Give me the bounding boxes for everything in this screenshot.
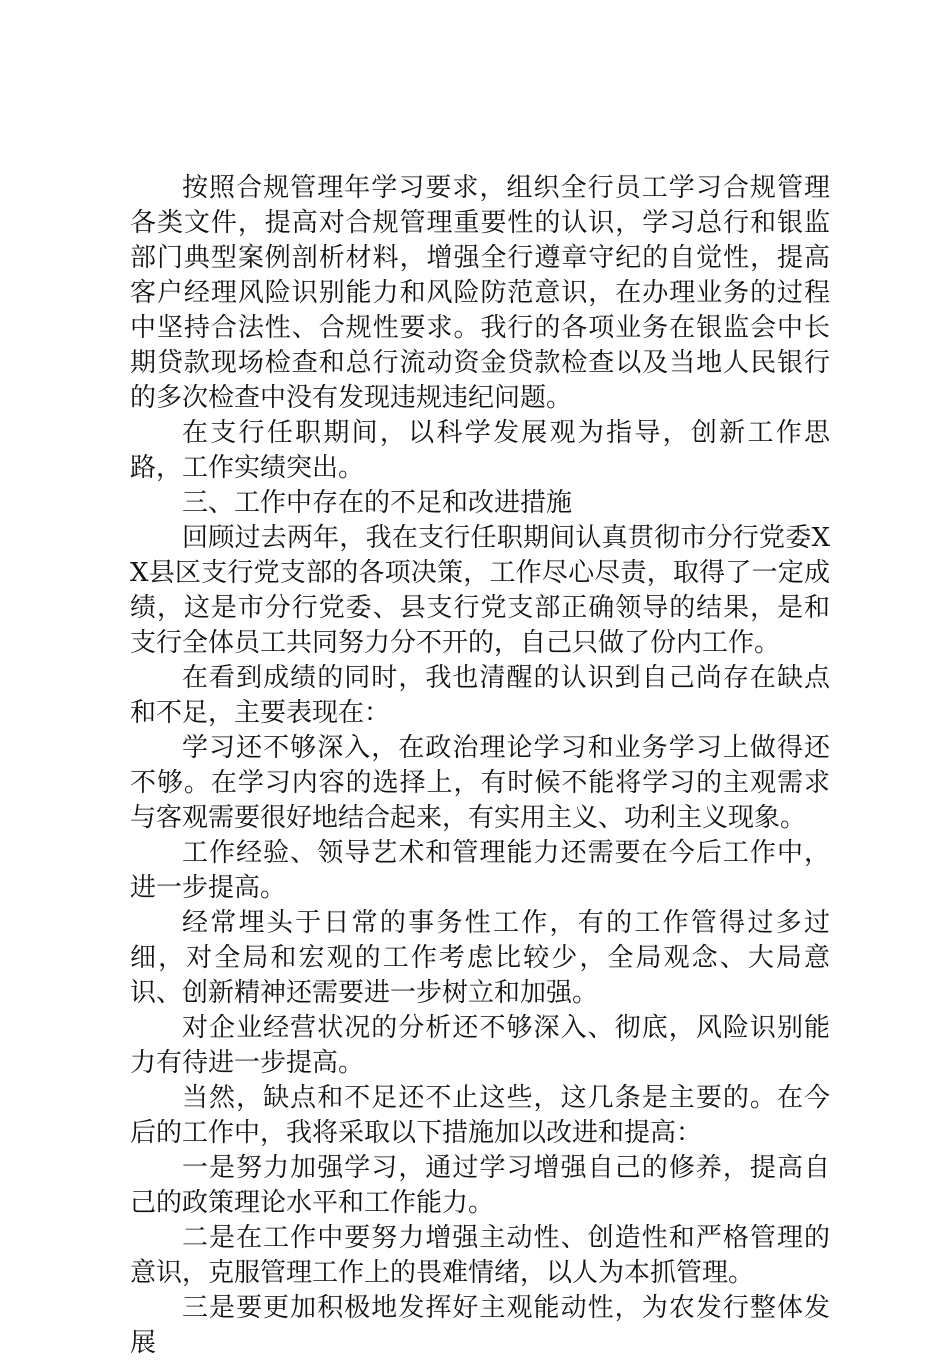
section-heading-shortcomings: 三、工作中存在的不足和改进措施 — [182, 488, 573, 518]
paragraph-routine-work: 经常埋头于日常的事务性工作，有的工作管得过多过细，对全局和宏观的工作考虑比较少，全局观念、大局意识、创新精神还需要进一步树立和加强。 — [130, 908, 830, 1008]
paragraph-measure-two: 二是在工作中要努力增强主动性、创造性和严格管理的意识，克服管理工作上的畏难情绪，以人为本抓管理。 — [130, 1223, 830, 1288]
paragraph-shortcomings-intro: 在看到成绩的同时，我也清醒的认识到自己尚存在缺点和不足，主要表现在： — [130, 663, 830, 728]
paragraph-measure-one: 一是努力加强学习，通过学习增强自己的修养，提高自己的政策理论水平和工作能力。 — [130, 1153, 830, 1218]
paragraph-review: 回顾过去两年，我在支行任职期间认真贯彻市分行党委XX县区支行党支部的各项决策，工作尽心尽责，取得了一定成绩，这是市分行党委、县支行党支部正确领导的结果，是和支行全体员工共同努力分不开的，自己只做了份内工作。 — [130, 523, 830, 658]
paragraph-tenure-summary: 在支行任职期间，以科学发展观为指导，创新工作思路，工作实绩突出。 — [130, 418, 830, 483]
paragraph-risk-analysis: 对企业经营状况的分析还不够深入、彻底，风险识别能力有待进一步提高。 — [130, 1013, 830, 1078]
paragraph-compliance-study: 按照合规管理年学习要求，组织全行员工学习合规管理各类文件，提高对合规管理重要性的认识，学习总行和银监部门典型案例剖析材料，增强全行遵章守纪的自觉性，提高客户经理风险识别能力和风险防范意识，在办理业务的过程中坚持合法性、合规性要求。我行的各项业务在银监会中长期贷款现场检查和总行流动资金贷款检查以及当地人民银行的多次检查中没有发现违规违纪问题。 — [130, 173, 830, 413]
paragraph-measure-three: 三是要更加积极地发挥好主观能动性，为农发行整体发展 — [130, 1293, 830, 1358]
paragraph-improvement-intro: 当然，缺点和不足还不止这些，这几条是主要的。在今后的工作中，我将采取以下措施加以改进和提高： — [130, 1083, 830, 1148]
paragraph-work-experience: 工作经验、领导艺术和管理能力还需要在今后工作中，进一步提高。 — [130, 838, 830, 903]
paragraph-study-depth: 学习还不够深入，在政治理论学习和业务学习上做得还不够。在学习内容的选择上，有时候不能将学习的主观需求与客观需要很好地结合起来，有实用主义、功利主义现象。 — [130, 733, 830, 833]
document-body — [130, 171, 830, 1361]
